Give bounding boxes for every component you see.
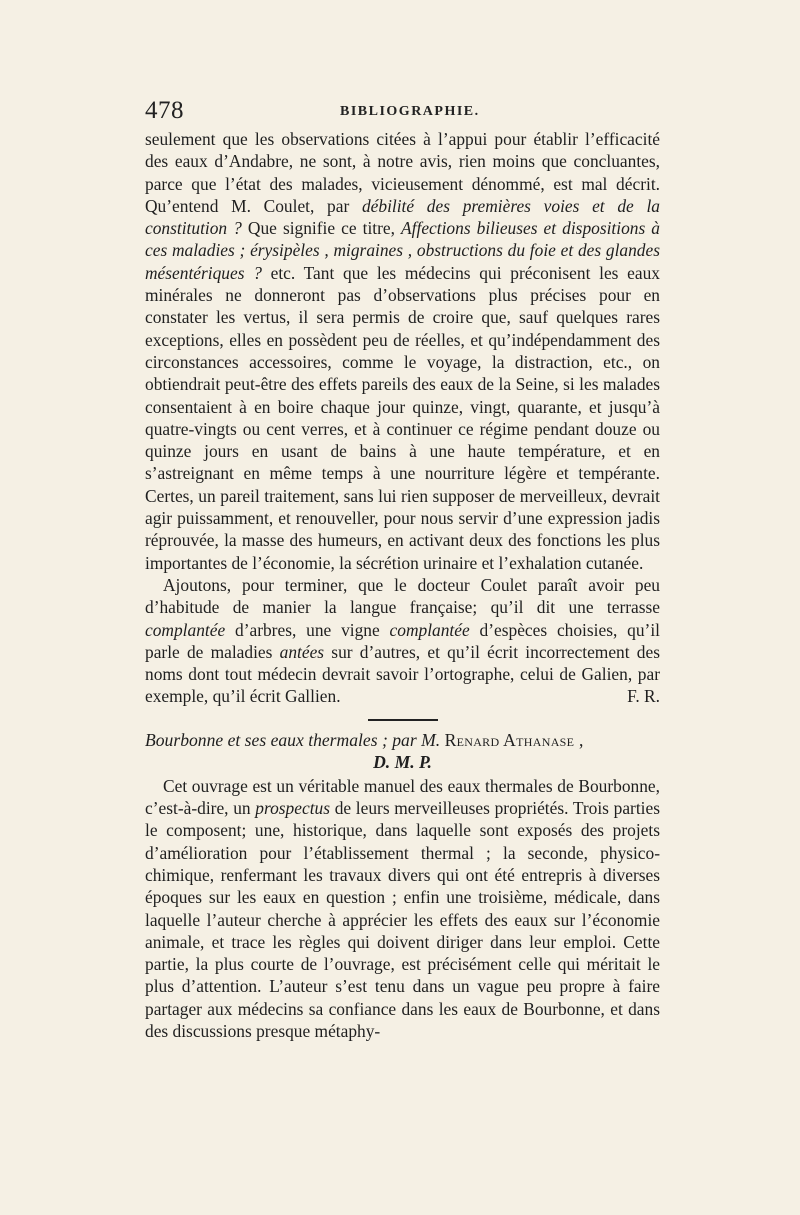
italic-phrase: complantée [389, 619, 470, 640]
italic-phrase: prospectus [255, 798, 330, 819]
paragraph-andabre-critique [145, 128, 660, 574]
text-segment: etc. Tant que les médecins qui préconisent les eaux minérales ne donneront pas d’observations plus précises pour en constater les vertus, il sera permis de croire que, sauf quelques rares exceptions, elles en possèdent peu de réelles, et qu’indépendamment des circonstances accessoires, comme le voyage, la distraction, etc., on obtiendrait peut-être des effets pareils des eaux de la Seine, si les malades consentaient à en boire chaque jour quinze, vingt, quarante, et jusqu’à quatre-vingts ou cent verres, et à continuer ce régime pendant douze ou quinze jours en usant de bains à une haute température, et en s’astreignant en même temps à une nourriture légère et tempérante. Certes, un pareil traitement, sans lui rien supposer de merveilleux, devrait agir puissamment, et renouveller, pour nous servir d’une expression jadis réprouvée, la masse des humeurs, en activant deux des fonctions les plus importantes de l’économie, la sécrétion urinaire et l’exhalation cutanée. [145, 262, 660, 573]
paragraph-bourbonne-review [145, 775, 660, 1043]
text-segment: d’espèces choisies, qu’il parle de maladies [145, 619, 660, 662]
author-prefix: M. [421, 729, 441, 750]
text-segment: Cet ouvrage est un véritable manuel des eaux thermales de Bourbonne, c’est-à-dire, un [145, 775, 660, 819]
italic-phrase: antées [279, 641, 325, 662]
review-heading [145, 729, 660, 751]
section-divider [368, 719, 438, 721]
text-segment: Ajoutons, pour terminer, que le docteur Coulet paraît avoir peu d’habitude de manier la langue française; qu’il dit une terrasse [145, 574, 660, 618]
main-text [145, 128, 660, 1042]
reviewer-signature: F. R. [627, 686, 660, 707]
text-segment: de leurs merveilleuses propriétés. Trois parties le composent; une, historique, dans laquelle sont exposés des projets d’amélioration pour l’établissement thermal ; la seconde, physico-chimique, renfermant les travaux divers qui ont été entrepris à diverses époques sur les eaux en question ; enfin une troisième, médicale, dans laquelle l’auteur cherche à apprécier les effets des eaux sur l’économie animale, et trace les règles qui doivent diriger dans leur emploi. Cette partie, la plus courte de l’ouvrage, est précisément celle qui méritait le plus d’attention. L’auteur s’est tenu dans un vague peu propre à faire partager aux médecins sa confiance dans les eaux de Bourbonne, et dans des discussions presque métaphy- [145, 798, 660, 1041]
italic-phrase: débilité des premières voies et de la constitution ? [145, 195, 660, 239]
text-segment: sur d’autres, et qu’il écrit incorrectement des noms dont tout médecin devrait savoir l’ortographe, celui de Galien, par exemple, qu’il écrit Gallien. [145, 641, 660, 707]
running-head: BIBLIOGRAPHIE. [340, 104, 480, 119]
italic-phrase: Affections bilieuses et dispositions à ces maladies ; érysipèles , migraines , obstructions du foie et des glandes mésentériques ? [145, 218, 660, 283]
page-number: 478 [145, 97, 184, 124]
text-segment: Que signifie ce titre, [241, 218, 402, 239]
author-name: Renard Athanase , [444, 729, 584, 750]
italic-phrase: complantée [145, 619, 226, 640]
author-degree: D. M. P. [373, 751, 432, 772]
text-segment: seulement que les observations citées à l’appui pour établir l’efficacité des eaux d’Andabre, ne sont, à notre avis, rien moins que concluantes, parce que l’état des malades, vicieusement dénommé, est mal décrit. Qu’entend M. Coulet, par [145, 129, 660, 216]
page-header [145, 95, 660, 131]
paragraph-language-critique [145, 574, 660, 708]
text-segment: d’arbres, une vigne [225, 619, 390, 640]
book-title: Bourbonne et ses eaux thermales ; par [145, 729, 417, 750]
